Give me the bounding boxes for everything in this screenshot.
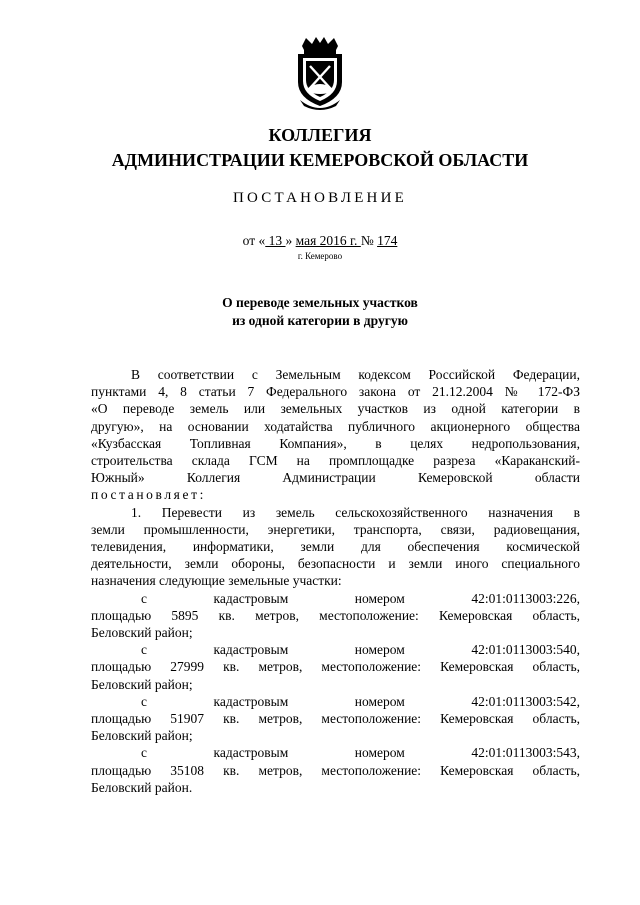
preamble-line: «Кузбасская Топливная Компания», в целях недропользования, [91, 435, 580, 451]
plot-2-cadastral-line: с кадастровым номером 42:01:0113003:540, [141, 642, 580, 658]
plot-2-district: Беловский район; [91, 676, 193, 692]
document-title-line-1: О переводе земельных участков [222, 295, 418, 310]
document-body [91, 366, 580, 796]
plot-4-district: Беловский район. [91, 779, 193, 795]
preamble-line: пунктами 4, 8 статьи 7 Федерального закона от 21.12.2004 № 172-ФЗ [91, 384, 580, 400]
preamble-line: Южный» Коллегия Администрации Кемеровской области [91, 470, 580, 486]
cadastral-number: 42:01:0113003:543, [471, 745, 580, 761]
date-day: 13 [265, 233, 286, 248]
item-1-line: деятельности, земли обороны, безопасности и земли иного специального [91, 556, 580, 572]
plot-4-area-line: площадью 35108 кв. метров, местоположение: Кемеровская область, [91, 762, 580, 778]
preamble-line: другую», на основании ходатайства публичного акционерного общества [91, 418, 580, 434]
resolves-word: постановляет: [91, 487, 206, 503]
plot-4-cadastral-line: с кадастровым номером 42:01:0113003:543, [141, 745, 580, 761]
date-month-year: мая 2016 г. [295, 233, 361, 248]
item-1-line: назначения следующие земельные участки: [91, 573, 342, 589]
item-1-line: 1. Перевести из земель сельскохозяйственного назначения в [131, 504, 580, 520]
document-date: от « 13 » мая 2016 г. № 174 [242, 233, 398, 248]
preamble-line: строительства склада ГСМ на промплощадке разреза «Караканский- [91, 453, 580, 469]
plot-3-district: Беловский район; [91, 728, 193, 744]
coat-of-arms-emblem [296, 36, 344, 112]
preamble-line: В соответствии с Земельным кодексом Российской Федерации, [131, 367, 580, 382]
plot-1-district: Беловский район; [91, 625, 193, 641]
plot-2-area-line: площадью 27999 кв. метров, местоположение: Кемеровская область, [91, 659, 580, 675]
city-label: г. Кемерово [297, 251, 343, 261]
plot-3-area-line: площадью 51907 кв. метров, местоположение: Кемеровская область, [91, 711, 580, 727]
plot-3-cadastral-line: с кадастровым номером 42:01:0113003:542, [141, 693, 580, 709]
document-type: ПОСТАНОВЛЕНИЕ [233, 190, 407, 206]
administration-heading: АДМИНИСТРАЦИИ КЕМЕРОВСКОЙ ОБЛАСТИ [111, 150, 529, 170]
item-1-line: телевидения, информатики, земли для обеспечения космической [91, 539, 580, 555]
item-1-line: земли промышленности, энергетики, транспорта, связи, радиовещания, [91, 521, 580, 537]
cadastral-number: 42:01:0113003:542, [471, 693, 580, 709]
plot-1-area-line: площадью 5895 кв. метров, местоположение: Кемеровская область, [91, 607, 580, 623]
cadastral-number: 42:01:0113003:540, [471, 642, 580, 658]
document-title-line-2: из одной категории в другую [232, 313, 408, 328]
plot-1-cadastral-line: с кадастровым номером 42:01:0113003:226, [141, 590, 580, 606]
document-number: 174 [377, 233, 398, 248]
cadastral-number: 42:01:0113003:226, [471, 590, 580, 606]
collegium-heading: КОЛЛЕГИЯ [268, 125, 372, 145]
preamble-line: «О переводе земель или земельных участков из одной категории в [91, 401, 580, 417]
